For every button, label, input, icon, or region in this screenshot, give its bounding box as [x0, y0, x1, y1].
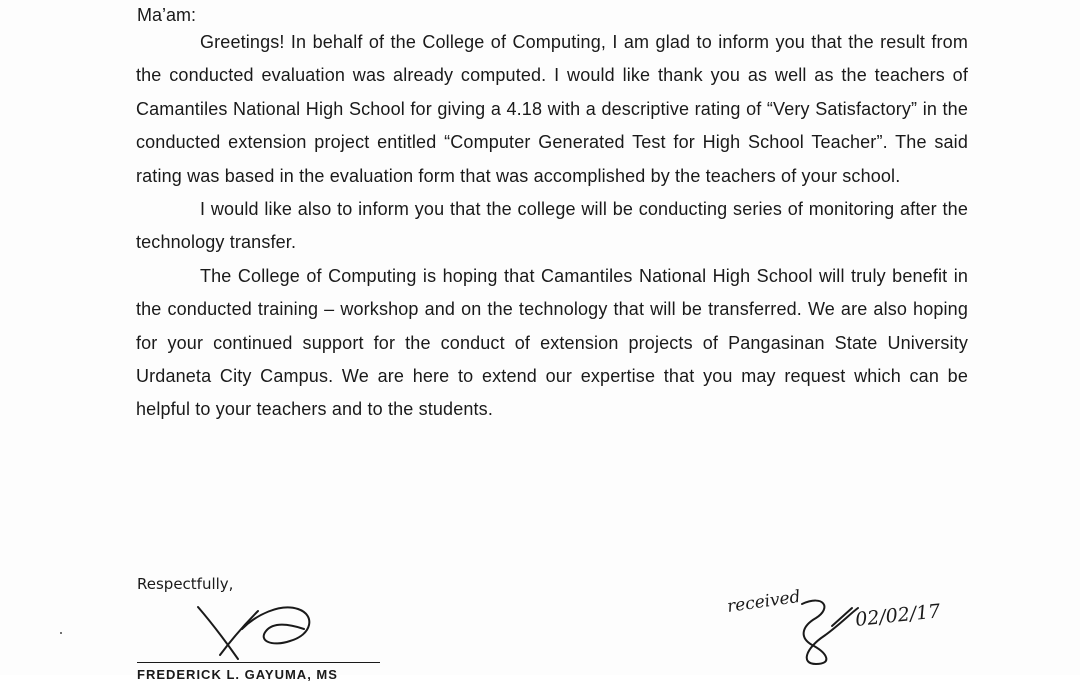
received-word: received: [725, 586, 802, 617]
scan-speck: [60, 632, 62, 634]
received-date: 02/02/17: [854, 600, 942, 631]
paragraph-monitoring: I would like also to inform you that the college will be conducting series of monitoring after the technology transfer.: [136, 199, 968, 253]
letter-body: [136, 26, 968, 427]
closing: Respectfully,: [137, 575, 234, 593]
paragraph-evaluation-result: Greetings! In behalf of the College of Computing, I am glad to inform you that the result from the conducted evaluation was already computed. I would like thank you as well as the teachers of Camantiles National High School for giving a 4.18 with a descriptive rating of “Very Satisfactory” in the conducted extension project entitled “Computer Generated Test for High School Teacher”. The said rating was based in the evaluation form that was accomplished by the teachers of your school.: [136, 32, 968, 186]
received-handwriting: [725, 586, 958, 668]
paragraph-continued-support: The College of Computing is hoping that Camantiles National High School will truly benefit in the conducted training – workshop and on the technology that will be transferred. We are also hoping for your continued support for the conduct of extension projects of Pangasinan State University Urdaneta City Campus. We are here to extend our expertise that you may request which can be helpful to your teachers and to the students.: [136, 265, 968, 420]
received-stamp: [725, 586, 958, 668]
signature-scribble: [180, 595, 330, 667]
signature-line: [137, 662, 380, 663]
signatory-name: FREDERICK L. GAYUMA, MS: [137, 667, 338, 682]
salutation: Ma’am:: [137, 5, 197, 25]
